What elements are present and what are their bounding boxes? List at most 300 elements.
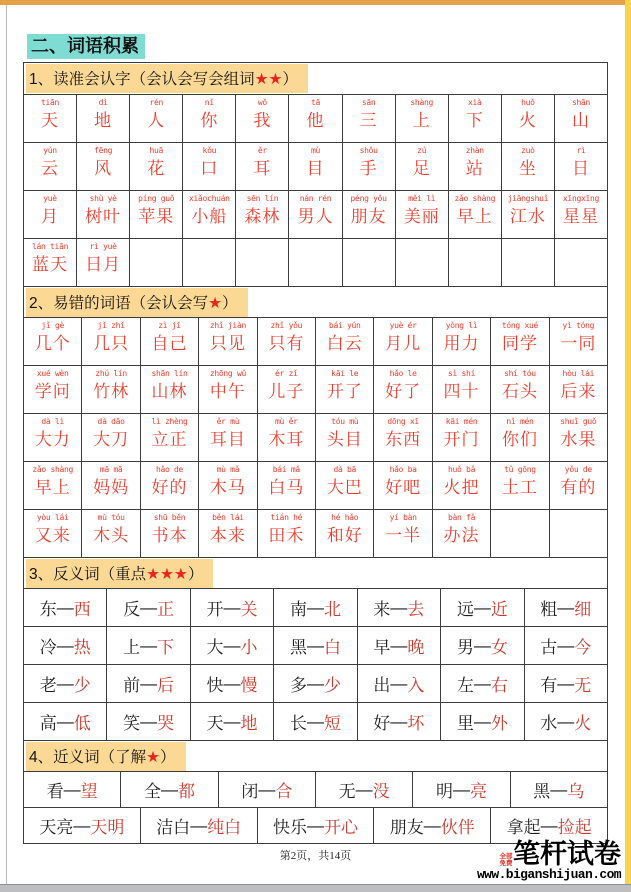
empty-cell [448,239,501,286]
pinyin-label: yǒu de [564,465,592,474]
pair-dash: — [63,779,81,799]
pinyin-label: dà bā [333,465,357,474]
word-pair-cell [373,808,490,843]
pinyin-label: zú [417,146,427,155]
pair-right-word: 纯白 [207,818,242,837]
hanzi-label: 同学 [501,334,538,353]
pinyin-label: huā [149,146,164,155]
pair-right-word: 没 [372,782,390,801]
empty-cell [129,239,182,286]
pinyin-row [24,190,607,238]
hanzi-label: 儿子 [268,382,305,401]
hanzi-label: 火 [518,111,537,130]
hanzi-label: 东西 [385,430,422,449]
pair-dash: — [258,779,276,799]
hanzi-label: 目 [306,159,325,178]
section-header-text: 2、易错的词语（会认会写 [29,294,209,312]
hanzi-label: 朋友 [350,207,387,226]
synonym-table [24,740,607,843]
character-cell [373,462,431,509]
pinyin-label: shuǐ guǒ [560,417,597,426]
pair-left-word: 男 [456,638,474,657]
hanzi-label: 口 [200,159,219,178]
pinyin-label: shān lín [151,369,188,378]
pinyin-label: fēng [94,146,113,155]
character-cell [549,462,607,509]
hanzi-label: 好吧 [385,478,422,497]
character-cell [342,191,395,238]
character-cell [235,143,288,190]
character-cell [182,191,235,238]
pair-right-word: 慢 [240,676,258,695]
hanzi-label: 和好 [326,526,363,545]
empty-cell [342,239,395,286]
viewer-top-strip [0,0,631,5]
word-pair-cell [24,665,106,702]
word-pair-row [24,771,607,807]
pair-left-word: 高 [39,714,57,733]
word-pair-cell [106,589,189,626]
pair-right-word: 北 [323,600,341,619]
pair-dash: — [140,597,158,617]
pair-right-word: 火 [574,714,592,733]
hanzi-label: 木耳 [268,430,305,449]
pair-right-word: 关 [240,600,258,619]
character-cell [24,239,76,286]
character-cell [395,191,448,238]
table-section-header [24,63,607,94]
pinyin-label: sēn lín [246,194,279,203]
pair-right-word: 坏 [407,714,425,733]
word-pair-row [24,588,607,626]
hanzi-label: 山 [571,111,590,130]
word-pair-cell [273,703,356,740]
pair-left-word: 明 [435,782,453,801]
pair-dash: — [73,815,91,835]
pinyin-label: tián hé [270,513,303,522]
pinyin-label: bái mǎ [272,465,300,474]
pair-dash: — [390,635,408,655]
pair-dash: — [140,635,158,655]
pair-left-word: 反 [123,600,141,619]
character-cell [140,318,198,365]
pair-left-word: 早 [373,638,391,657]
section-header-stars: ★★ [254,71,283,88]
character-cell [81,366,139,413]
pair-right-word: 捡起 [557,818,592,837]
pair-left-word: 粗 [540,600,558,619]
pinyin-label: ěr mù [216,417,240,426]
pair-dash: — [140,673,158,693]
word-pair-cell [140,808,257,843]
pair-dash: — [390,673,408,693]
pinyin-label: zǎo shàng [454,194,496,203]
hanzi-label: 星星 [562,207,599,226]
character-cell [24,510,81,557]
hanzi-label: 美丽 [403,207,440,226]
pair-dash: — [557,711,575,731]
pair-right-word: 地 [240,714,258,733]
pinyin-label: zhú lín [95,369,127,378]
pair-right-word: 开心 [323,818,358,837]
pair-dash: — [473,711,491,731]
character-cell [554,191,607,238]
character-cell [448,191,501,238]
pinyin-label: nǐ mén [506,417,534,426]
pinyin-label: kāi mén [445,417,478,426]
character-cell [490,318,548,365]
hanzi-label: 木马 [209,478,246,497]
hanzi-label: 书本 [151,526,188,545]
word-pair-cell [190,627,273,664]
pinyin-table [24,286,607,557]
pair-left-word: 南 [289,600,307,619]
pinyin-label: zhōng wǔ [209,369,246,378]
pair-right-word: 正 [157,600,175,619]
hanzi-label: 你 [200,111,219,130]
pinyin-label: hòu lái [562,369,595,378]
character-cell [432,510,490,557]
pair-dash: — [223,711,241,731]
pinyin-label: tóng xué [501,321,539,330]
pair-dash: — [190,815,208,835]
word-pair-cell [106,627,189,664]
pinyin-label: ěr [257,146,267,155]
hanzi-label: 白云 [326,334,363,353]
word-pair-cell [257,808,374,843]
pair-right-word: 望 [80,782,98,801]
pair-right-word: 天明 [90,818,125,837]
pinyin-label: tā [310,98,321,107]
hanzi-label: 他 [306,111,325,130]
character-cell [257,462,315,509]
hanzi-label: 日月 [85,255,122,274]
pair-right-word: 少 [73,676,91,695]
word-pair-cell [440,589,523,626]
pair-left-word: 快乐 [272,818,307,837]
pinyin-label: mù ěr [275,417,298,426]
word-pair-row [24,626,607,664]
character-cell [315,318,373,365]
viewer-right-strip [625,0,631,892]
section-header-highlight [26,742,186,771]
empty-cell [395,239,448,286]
pair-left-word: 东 [39,600,57,619]
worksheet-tables [23,62,608,844]
section-title-highlight: 二、词语积累 [27,34,145,59]
pinyin-label: sān [361,98,376,107]
pair-right-word: 乌 [567,782,585,801]
pair-dash: — [56,673,74,693]
word-pair-cell [524,589,607,626]
pinyin-label: zuò [521,146,535,155]
pair-right-word: 今 [574,638,592,657]
pinyin-label: píng guǒ [138,194,175,203]
character-cell [76,239,129,286]
character-cell [198,414,256,461]
character-cell [24,462,81,509]
pair-right-word: 都 [177,782,195,801]
empty-cell [288,239,341,286]
word-pair-cell [412,772,509,807]
character-cell [24,366,81,413]
empty-cell [235,239,288,286]
character-cell [501,95,554,142]
hanzi-label: 头目 [326,430,363,449]
pair-dash: — [473,635,491,655]
pair-left-word: 天 [206,714,224,733]
word-pair-cell [440,703,523,740]
pinyin-label: tiān [41,98,60,107]
table-section-header [24,740,607,771]
pinyin-label: shū běn [153,513,186,522]
hanzi-label: 只有 [268,334,305,353]
hanzi-label: 江水 [509,207,546,226]
word-pair-cell [315,772,412,807]
word-pair-cell [357,627,440,664]
character-cell [373,510,431,557]
pair-right-word: 西 [73,600,91,619]
pair-left-word: 拿起 [506,818,541,837]
word-pair-row [24,807,607,843]
pair-left-word: 天亮 [39,818,74,837]
pair-left-word: 好 [373,714,391,733]
hanzi-label: 好的 [151,478,188,497]
word-pair-cell [273,589,356,626]
pair-dash: — [160,779,178,799]
hanzi-label: 蓝天 [32,255,69,274]
pair-dash: — [306,597,324,617]
pair-left-word: 黑 [289,638,307,657]
viewer-bottom-strip [0,884,631,892]
pinyin-label: ér zǐ [275,369,298,378]
character-cell [373,366,431,413]
pinyin-label: yòng lì [445,321,478,330]
pair-left-word: 朋友 [389,818,424,837]
character-cell [257,318,315,365]
section-header-highlight [26,64,308,93]
pair-dash: — [473,597,491,617]
hanzi-label: 田禾 [268,526,305,545]
pinyin-label: zì jǐ [158,321,181,330]
hanzi-label: 耳 [253,159,272,178]
section-header-close: ） [187,565,204,583]
pinyin-label: zǎo shàng [32,465,74,474]
pair-dash: — [423,815,441,835]
page-left-edge [6,5,7,884]
pinyin-label: měi lì [408,194,436,203]
character-cell [432,462,490,509]
empty-cell [182,239,235,286]
character-cell [395,143,448,190]
pair-dash: — [223,673,241,693]
pair-dash: — [306,711,324,731]
pinyin-label: xīngxīng [562,194,600,203]
pinyin-label: dōng xī [387,417,419,426]
pair-left-word: 古 [540,638,558,657]
word-pair-cell [24,703,106,740]
word-pair-cell [120,772,217,807]
character-cell [395,95,448,142]
table-section-header [24,286,607,317]
pair-dash: — [540,815,558,835]
page-number: 第2页，共14页 [279,850,352,862]
pinyin-label: dì [98,98,108,107]
hanzi-label: 中午 [209,382,246,401]
pair-left-word: 有 [540,676,558,695]
pair-left-word: 老 [39,676,57,695]
pair-dash: — [56,635,74,655]
pinyin-row [24,317,607,365]
character-cell [198,462,256,509]
hanzi-label: 月儿 [385,334,422,353]
table-section-header [24,557,607,588]
character-cell [549,318,607,365]
character-cell [140,510,198,557]
pair-dash: — [306,673,324,693]
pinyin-label: wǒ [257,98,267,107]
section-header-highlight [26,288,248,317]
hanzi-label: 竹林 [93,382,130,401]
pinyin-label: bàn fǎ [447,513,476,522]
hanzi-label: 一半 [385,526,422,545]
character-cell [140,414,198,461]
pair-right-word: 短 [323,714,341,733]
pinyin-row [24,461,607,509]
character-cell [198,318,256,365]
hanzi-label: 土工 [501,478,538,497]
pair-dash: — [306,635,324,655]
character-cell [490,462,548,509]
character-cell [490,414,548,461]
pair-dash: — [56,597,74,617]
hanzi-label: 苹果 [138,207,175,226]
pair-right-word: 后 [157,676,175,695]
word-pair-cell [190,589,273,626]
pair-left-word: 全 [143,782,161,801]
pair-right-word: 去 [407,600,425,619]
pair-left-word: 开 [206,600,224,619]
hanzi-label: 大巴 [326,478,363,497]
pinyin-label: shù yè [89,194,117,203]
hanzi-label: 大刀 [93,430,130,449]
hanzi-label: 水果 [560,430,597,449]
pair-left-word: 左 [456,676,474,695]
hanzi-label: 本来 [209,526,246,545]
pair-right-word: 无 [574,676,592,695]
hanzi-label: 有的 [560,478,597,497]
pair-left-word: 大 [206,638,224,657]
hanzi-label: 森林 [244,207,281,226]
hanzi-label: 火把 [443,478,480,497]
pinyin-label: lán tiān [31,242,69,251]
character-cell [432,366,490,413]
pinyin-label: xué wèn [36,369,69,378]
empty-cell [501,239,554,286]
pinyin-label: yì tóng [562,321,595,330]
pair-left-word: 上 [123,638,141,657]
hanzi-label: 足 [412,159,431,178]
hanzi-label: 石头 [501,382,538,401]
character-cell [24,414,81,461]
pinyin-label: huǒ [521,98,535,107]
pair-right-word: 小 [240,638,258,657]
character-cell [315,366,373,413]
character-cell [129,95,182,142]
site-logo [477,841,621,882]
section-header-close: ） [282,71,298,88]
section-header-text: 3、反义词（重点 [29,565,147,583]
hanzi-label: 云 [41,159,60,178]
character-cell [198,366,256,413]
word-pair-cell [190,703,273,740]
pinyin-label: hǎo ba [389,465,417,474]
character-cell [315,462,373,509]
word-pair-cell [273,665,356,702]
pair-left-word: 笑 [123,714,141,733]
pinyin-label: yí bàn [389,513,417,522]
hanzi-label: 白马 [268,478,305,497]
pair-dash: — [390,711,408,731]
pair-right-word: 合 [275,782,293,801]
pair-left-word: 冷 [39,638,57,657]
logo-name: 笔杆试卷 [513,839,621,869]
pinyin-label: kāi le [331,369,359,378]
character-cell [257,414,315,461]
pair-left-word: 前 [123,676,141,695]
pinyin-label: yún [43,146,57,155]
section-title [27,33,145,59]
section-header-stars: ★ [146,748,161,766]
pinyin-label: shān [571,98,591,107]
word-pair-cell [273,627,356,664]
character-cell [288,191,341,238]
character-cell [554,143,607,190]
pinyin-label: yuè [43,194,57,203]
section-header-text: 1、读准会认字（会认会写会组词 [29,71,255,88]
word-pair-cell [24,627,106,664]
pair-right-word: 哭 [157,714,175,733]
character-cell [182,95,235,142]
hanzi-label: 办法 [443,526,480,545]
pair-left-word: 出 [373,676,391,695]
character-cell [182,143,235,190]
hanzi-label: 几个 [34,334,71,353]
section-header-stars: ★★★ [146,565,188,583]
pair-dash: — [557,635,575,655]
pinyin-row [24,238,607,286]
character-cell [342,95,395,142]
word-pair-cell [357,665,440,702]
pair-left-word: 快 [206,676,224,695]
section-header-stars: ★ [208,294,223,312]
character-cell [432,414,490,461]
pair-dash: — [473,673,491,693]
pair-dash: — [306,815,324,835]
word-pair-row [24,664,607,702]
pinyin-row [24,142,607,190]
pair-dash: — [390,597,408,617]
pair-dash: — [223,597,241,617]
word-pair-cell [24,772,120,807]
pinyin-label: shí tóu [504,369,536,378]
character-cell [373,318,431,365]
pair-right-word: 少 [323,676,341,695]
word-pair-cell [524,627,607,664]
pinyin-label: dà dāo [97,417,125,426]
pair-dash: — [223,635,241,655]
character-cell [76,191,129,238]
